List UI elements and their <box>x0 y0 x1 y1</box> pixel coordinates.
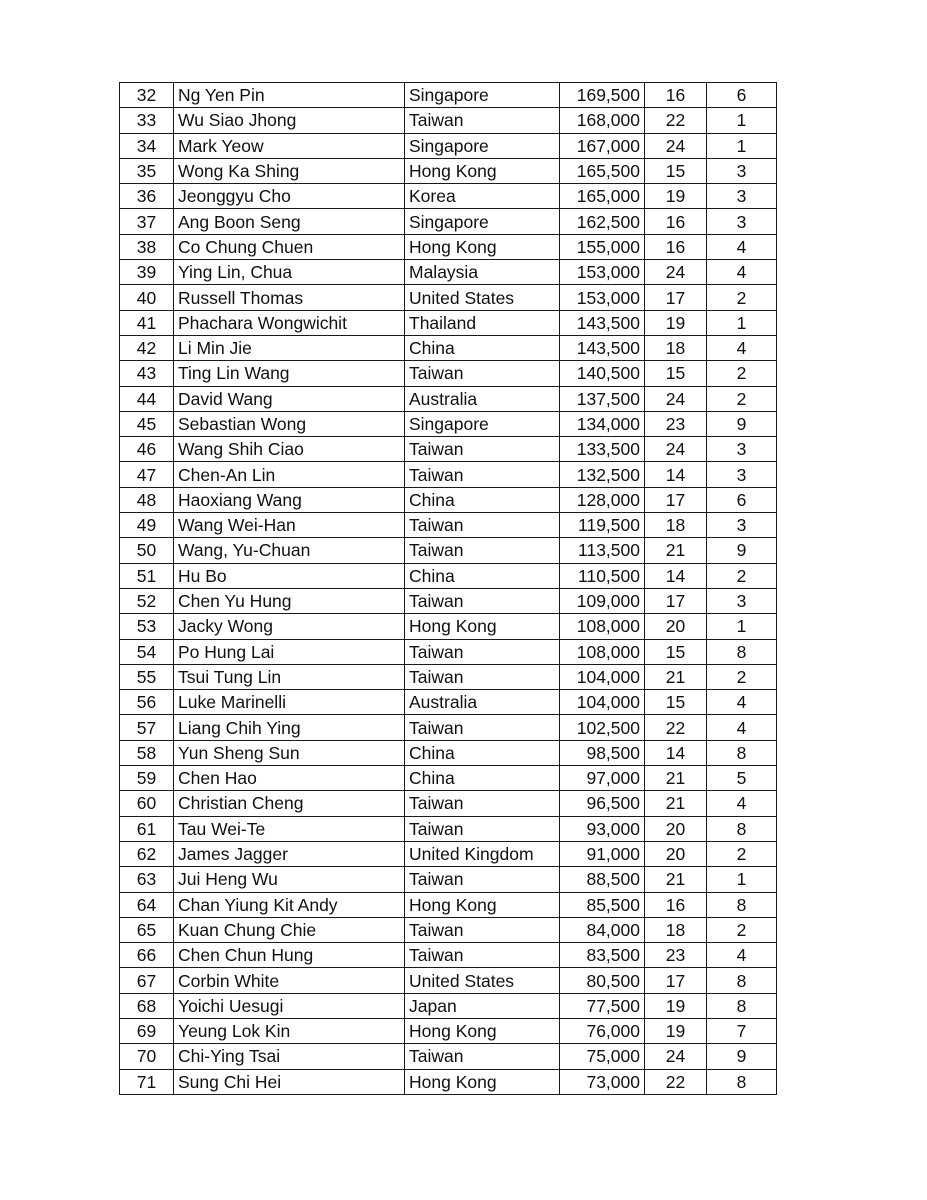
player-name-cell: Chen Yu Hung <box>174 588 405 613</box>
table-row <box>120 133 777 158</box>
player-name-cell: Co Chung Chuen <box>174 234 405 259</box>
column-6-cell: 1 <box>707 133 777 158</box>
column-6-cell: 1 <box>707 614 777 639</box>
column-5-cell: 22 <box>645 108 707 133</box>
column-6-cell: 3 <box>707 588 777 613</box>
ranking-table-body <box>120 83 777 1095</box>
amount-cell: 165,500 <box>560 158 645 183</box>
column-6-cell: 8 <box>707 740 777 765</box>
amount-cell: 109,000 <box>560 588 645 613</box>
column-5-cell: 18 <box>645 335 707 360</box>
column-6-cell: 9 <box>707 411 777 436</box>
amount-cell: 137,500 <box>560 386 645 411</box>
column-5-cell: 15 <box>645 690 707 715</box>
country-cell: Japan <box>405 993 560 1018</box>
column-5-cell: 16 <box>645 83 707 108</box>
column-6-cell: 2 <box>707 563 777 588</box>
country-cell: Taiwan <box>405 816 560 841</box>
player-name-cell: Liang Chih Ying <box>174 715 405 740</box>
rank-cell: 52 <box>120 588 174 613</box>
country-cell: Hong Kong <box>405 1018 560 1043</box>
rank-cell: 57 <box>120 715 174 740</box>
table-row <box>120 563 777 588</box>
column-5-cell: 16 <box>645 892 707 917</box>
rank-cell: 62 <box>120 841 174 866</box>
column-6-cell: 3 <box>707 209 777 234</box>
country-cell: China <box>405 335 560 360</box>
country-cell: China <box>405 740 560 765</box>
column-5-cell: 17 <box>645 285 707 310</box>
country-cell: Malaysia <box>405 260 560 285</box>
table-row <box>120 538 777 563</box>
country-cell: Taiwan <box>405 513 560 538</box>
table-row <box>120 411 777 436</box>
rank-cell: 69 <box>120 1018 174 1043</box>
country-cell: Taiwan <box>405 108 560 133</box>
player-name-cell: Wang, Yu-Chuan <box>174 538 405 563</box>
amount-cell: 80,500 <box>560 968 645 993</box>
column-5-cell: 14 <box>645 462 707 487</box>
country-cell: Taiwan <box>405 943 560 968</box>
column-6-cell: 2 <box>707 917 777 942</box>
table-row <box>120 639 777 664</box>
player-name-cell: Ng Yen Pin <box>174 83 405 108</box>
country-cell: Singapore <box>405 133 560 158</box>
column-6-cell: 8 <box>707 639 777 664</box>
amount-cell: 143,500 <box>560 335 645 360</box>
table-row <box>120 690 777 715</box>
amount-cell: 88,500 <box>560 867 645 892</box>
amount-cell: 110,500 <box>560 563 645 588</box>
column-5-cell: 24 <box>645 260 707 285</box>
player-name-cell: Jui Heng Wu <box>174 867 405 892</box>
column-6-cell: 4 <box>707 335 777 360</box>
column-5-cell: 20 <box>645 816 707 841</box>
column-5-cell: 24 <box>645 386 707 411</box>
amount-cell: 91,000 <box>560 841 645 866</box>
amount-cell: 143,500 <box>560 310 645 335</box>
table-row <box>120 1018 777 1043</box>
player-name-cell: Wang Wei-Han <box>174 513 405 538</box>
amount-cell: 113,500 <box>560 538 645 563</box>
column-5-cell: 21 <box>645 766 707 791</box>
amount-cell: 140,500 <box>560 361 645 386</box>
table-row <box>120 766 777 791</box>
column-5-cell: 18 <box>645 513 707 538</box>
player-name-cell: Ting Lin Wang <box>174 361 405 386</box>
country-cell: Taiwan <box>405 639 560 664</box>
amount-cell: 104,000 <box>560 664 645 689</box>
country-cell: Taiwan <box>405 1044 560 1069</box>
rank-cell: 70 <box>120 1044 174 1069</box>
column-5-cell: 23 <box>645 943 707 968</box>
table-row <box>120 386 777 411</box>
column-6-cell: 4 <box>707 791 777 816</box>
player-name-cell: Po Hung Lai <box>174 639 405 664</box>
table-row <box>120 487 777 512</box>
rank-cell: 60 <box>120 791 174 816</box>
column-6-cell: 1 <box>707 867 777 892</box>
player-name-cell: Kuan Chung Chie <box>174 917 405 942</box>
player-name-cell: Yeung Lok Kin <box>174 1018 405 1043</box>
column-6-cell: 2 <box>707 386 777 411</box>
country-cell: Korea <box>405 184 560 209</box>
column-6-cell: 8 <box>707 816 777 841</box>
player-name-cell: Haoxiang Wang <box>174 487 405 512</box>
amount-cell: 134,000 <box>560 411 645 436</box>
table-row <box>120 184 777 209</box>
amount-cell: 83,500 <box>560 943 645 968</box>
table-row <box>120 209 777 234</box>
country-cell: Taiwan <box>405 538 560 563</box>
country-cell: Taiwan <box>405 361 560 386</box>
table-row <box>120 437 777 462</box>
column-5-cell: 17 <box>645 588 707 613</box>
player-name-cell: Sebastian Wong <box>174 411 405 436</box>
rank-cell: 36 <box>120 184 174 209</box>
amount-cell: 128,000 <box>560 487 645 512</box>
table-row <box>120 83 777 108</box>
column-6-cell: 6 <box>707 83 777 108</box>
country-cell: Australia <box>405 690 560 715</box>
table-row <box>120 740 777 765</box>
country-cell: Hong Kong <box>405 234 560 259</box>
rank-cell: 46 <box>120 437 174 462</box>
rank-cell: 59 <box>120 766 174 791</box>
country-cell: Taiwan <box>405 664 560 689</box>
player-name-cell: Wang Shih Ciao <box>174 437 405 462</box>
country-cell: Taiwan <box>405 867 560 892</box>
column-6-cell: 2 <box>707 841 777 866</box>
amount-cell: 162,500 <box>560 209 645 234</box>
table-row <box>120 816 777 841</box>
column-5-cell: 24 <box>645 1044 707 1069</box>
column-5-cell: 19 <box>645 993 707 1018</box>
column-6-cell: 1 <box>707 108 777 133</box>
column-5-cell: 20 <box>645 614 707 639</box>
rank-cell: 32 <box>120 83 174 108</box>
amount-cell: 104,000 <box>560 690 645 715</box>
amount-cell: 75,000 <box>560 1044 645 1069</box>
rank-cell: 64 <box>120 892 174 917</box>
column-5-cell: 22 <box>645 715 707 740</box>
player-name-cell: Chen Hao <box>174 766 405 791</box>
column-5-cell: 22 <box>645 1069 707 1094</box>
player-name-cell: Chen-An Lin <box>174 462 405 487</box>
amount-cell: 165,000 <box>560 184 645 209</box>
country-cell: Taiwan <box>405 791 560 816</box>
ranking-table-container <box>119 82 776 1094</box>
rank-cell: 58 <box>120 740 174 765</box>
table-row <box>120 260 777 285</box>
player-name-cell: Tsui Tung Lin <box>174 664 405 689</box>
amount-cell: 155,000 <box>560 234 645 259</box>
country-cell: Hong Kong <box>405 892 560 917</box>
column-6-cell: 4 <box>707 690 777 715</box>
rank-cell: 41 <box>120 310 174 335</box>
column-5-cell: 21 <box>645 867 707 892</box>
player-name-cell: Jacky Wong <box>174 614 405 639</box>
rank-cell: 43 <box>120 361 174 386</box>
column-6-cell: 8 <box>707 1069 777 1094</box>
player-name-cell: Chi-Ying Tsai <box>174 1044 405 1069</box>
column-5-cell: 16 <box>645 209 707 234</box>
column-6-cell: 2 <box>707 664 777 689</box>
rank-cell: 50 <box>120 538 174 563</box>
country-cell: China <box>405 487 560 512</box>
amount-cell: 93,000 <box>560 816 645 841</box>
rank-cell: 55 <box>120 664 174 689</box>
country-cell: China <box>405 563 560 588</box>
rank-cell: 63 <box>120 867 174 892</box>
rank-cell: 53 <box>120 614 174 639</box>
player-name-cell: Jeonggyu Cho <box>174 184 405 209</box>
column-6-cell: 3 <box>707 462 777 487</box>
country-cell: Taiwan <box>405 437 560 462</box>
country-cell: Taiwan <box>405 917 560 942</box>
amount-cell: 98,500 <box>560 740 645 765</box>
column-6-cell: 4 <box>707 260 777 285</box>
table-row <box>120 993 777 1018</box>
table-row <box>120 917 777 942</box>
table-row <box>120 462 777 487</box>
column-5-cell: 16 <box>645 234 707 259</box>
country-cell: Hong Kong <box>405 158 560 183</box>
table-row <box>120 285 777 310</box>
column-6-cell: 8 <box>707 892 777 917</box>
rank-cell: 35 <box>120 158 174 183</box>
rank-cell: 33 <box>120 108 174 133</box>
player-name-cell: Li Min Jie <box>174 335 405 360</box>
table-row <box>120 968 777 993</box>
column-5-cell: 17 <box>645 487 707 512</box>
table-row <box>120 588 777 613</box>
column-6-cell: 3 <box>707 184 777 209</box>
player-name-cell: Hu Bo <box>174 563 405 588</box>
country-cell: Singapore <box>405 411 560 436</box>
column-6-cell: 5 <box>707 766 777 791</box>
rank-cell: 56 <box>120 690 174 715</box>
column-5-cell: 19 <box>645 1018 707 1043</box>
country-cell: Hong Kong <box>405 614 560 639</box>
table-row <box>120 335 777 360</box>
column-6-cell: 8 <box>707 968 777 993</box>
player-name-cell: Chan Yiung Kit Andy <box>174 892 405 917</box>
column-6-cell: 7 <box>707 1018 777 1043</box>
rank-cell: 54 <box>120 639 174 664</box>
column-6-cell: 4 <box>707 234 777 259</box>
table-row <box>120 664 777 689</box>
column-6-cell: 3 <box>707 158 777 183</box>
column-5-cell: 18 <box>645 917 707 942</box>
player-name-cell: Wu Siao Jhong <box>174 108 405 133</box>
table-row <box>120 867 777 892</box>
country-cell: United Kingdom <box>405 841 560 866</box>
table-row <box>120 361 777 386</box>
rank-cell: 38 <box>120 234 174 259</box>
country-cell: Hong Kong <box>405 1069 560 1094</box>
column-5-cell: 15 <box>645 158 707 183</box>
table-row <box>120 841 777 866</box>
player-name-cell: Corbin White <box>174 968 405 993</box>
amount-cell: 167,000 <box>560 133 645 158</box>
amount-cell: 97,000 <box>560 766 645 791</box>
column-5-cell: 19 <box>645 184 707 209</box>
player-name-cell: Mark Yeow <box>174 133 405 158</box>
country-cell: United States <box>405 968 560 993</box>
rank-cell: 66 <box>120 943 174 968</box>
amount-cell: 84,000 <box>560 917 645 942</box>
table-row <box>120 1069 777 1094</box>
column-5-cell: 21 <box>645 791 707 816</box>
country-cell: United States <box>405 285 560 310</box>
column-6-cell: 2 <box>707 361 777 386</box>
rank-cell: 47 <box>120 462 174 487</box>
table-row <box>120 943 777 968</box>
player-name-cell: Tau Wei-Te <box>174 816 405 841</box>
rank-cell: 49 <box>120 513 174 538</box>
column-6-cell: 4 <box>707 715 777 740</box>
rank-cell: 71 <box>120 1069 174 1094</box>
amount-cell: 73,000 <box>560 1069 645 1094</box>
amount-cell: 77,500 <box>560 993 645 1018</box>
amount-cell: 153,000 <box>560 285 645 310</box>
column-6-cell: 4 <box>707 943 777 968</box>
amount-cell: 102,500 <box>560 715 645 740</box>
amount-cell: 108,000 <box>560 614 645 639</box>
rank-cell: 48 <box>120 487 174 512</box>
rank-cell: 67 <box>120 968 174 993</box>
rank-cell: 65 <box>120 917 174 942</box>
table-row <box>120 108 777 133</box>
table-row <box>120 234 777 259</box>
rank-cell: 39 <box>120 260 174 285</box>
player-name-cell: Luke Marinelli <box>174 690 405 715</box>
rank-cell: 51 <box>120 563 174 588</box>
rank-cell: 44 <box>120 386 174 411</box>
player-name-cell: Sung Chi Hei <box>174 1069 405 1094</box>
column-6-cell: 3 <box>707 437 777 462</box>
country-cell: Singapore <box>405 83 560 108</box>
amount-cell: 119,500 <box>560 513 645 538</box>
amount-cell: 85,500 <box>560 892 645 917</box>
country-cell: Singapore <box>405 209 560 234</box>
rank-cell: 37 <box>120 209 174 234</box>
player-name-cell: Yoichi Uesugi <box>174 993 405 1018</box>
rank-cell: 42 <box>120 335 174 360</box>
column-5-cell: 15 <box>645 639 707 664</box>
rank-cell: 68 <box>120 993 174 1018</box>
country-cell: Taiwan <box>405 588 560 613</box>
table-row <box>120 310 777 335</box>
column-5-cell: 23 <box>645 411 707 436</box>
player-name-cell: Russell Thomas <box>174 285 405 310</box>
column-5-cell: 19 <box>645 310 707 335</box>
column-6-cell: 8 <box>707 993 777 1018</box>
table-row <box>120 715 777 740</box>
country-cell: Taiwan <box>405 715 560 740</box>
amount-cell: 132,500 <box>560 462 645 487</box>
rank-cell: 34 <box>120 133 174 158</box>
player-name-cell: Yun Sheng Sun <box>174 740 405 765</box>
column-6-cell: 2 <box>707 285 777 310</box>
table-row <box>120 892 777 917</box>
column-6-cell: 3 <box>707 513 777 538</box>
table-row <box>120 614 777 639</box>
amount-cell: 108,000 <box>560 639 645 664</box>
country-cell: Australia <box>405 386 560 411</box>
column-5-cell: 20 <box>645 841 707 866</box>
column-6-cell: 6 <box>707 487 777 512</box>
table-row <box>120 158 777 183</box>
player-name-cell: Wong Ka Shing <box>174 158 405 183</box>
rank-cell: 40 <box>120 285 174 310</box>
amount-cell: 96,500 <box>560 791 645 816</box>
table-row <box>120 1044 777 1069</box>
rank-cell: 61 <box>120 816 174 841</box>
rank-cell: 45 <box>120 411 174 436</box>
column-5-cell: 17 <box>645 968 707 993</box>
column-5-cell: 24 <box>645 133 707 158</box>
country-cell: Taiwan <box>405 462 560 487</box>
column-5-cell: 21 <box>645 664 707 689</box>
amount-cell: 133,500 <box>560 437 645 462</box>
amount-cell: 153,000 <box>560 260 645 285</box>
country-cell: Thailand <box>405 310 560 335</box>
player-name-cell: Phachara Wongwichit <box>174 310 405 335</box>
player-name-cell: James Jagger <box>174 841 405 866</box>
player-name-cell: David Wang <box>174 386 405 411</box>
player-name-cell: Christian Cheng <box>174 791 405 816</box>
country-cell: China <box>405 766 560 791</box>
column-5-cell: 15 <box>645 361 707 386</box>
column-6-cell: 9 <box>707 538 777 563</box>
column-6-cell: 9 <box>707 1044 777 1069</box>
player-name-cell: Ying Lin, Chua <box>174 260 405 285</box>
column-5-cell: 21 <box>645 538 707 563</box>
amount-cell: 168,000 <box>560 108 645 133</box>
player-name-cell: Chen Chun Hung <box>174 943 405 968</box>
table-row <box>120 513 777 538</box>
amount-cell: 76,000 <box>560 1018 645 1043</box>
amount-cell: 169,500 <box>560 83 645 108</box>
column-6-cell: 1 <box>707 310 777 335</box>
column-5-cell: 14 <box>645 740 707 765</box>
column-5-cell: 14 <box>645 563 707 588</box>
ranking-table <box>119 82 777 1095</box>
table-row <box>120 791 777 816</box>
column-5-cell: 24 <box>645 437 707 462</box>
player-name-cell: Ang Boon Seng <box>174 209 405 234</box>
